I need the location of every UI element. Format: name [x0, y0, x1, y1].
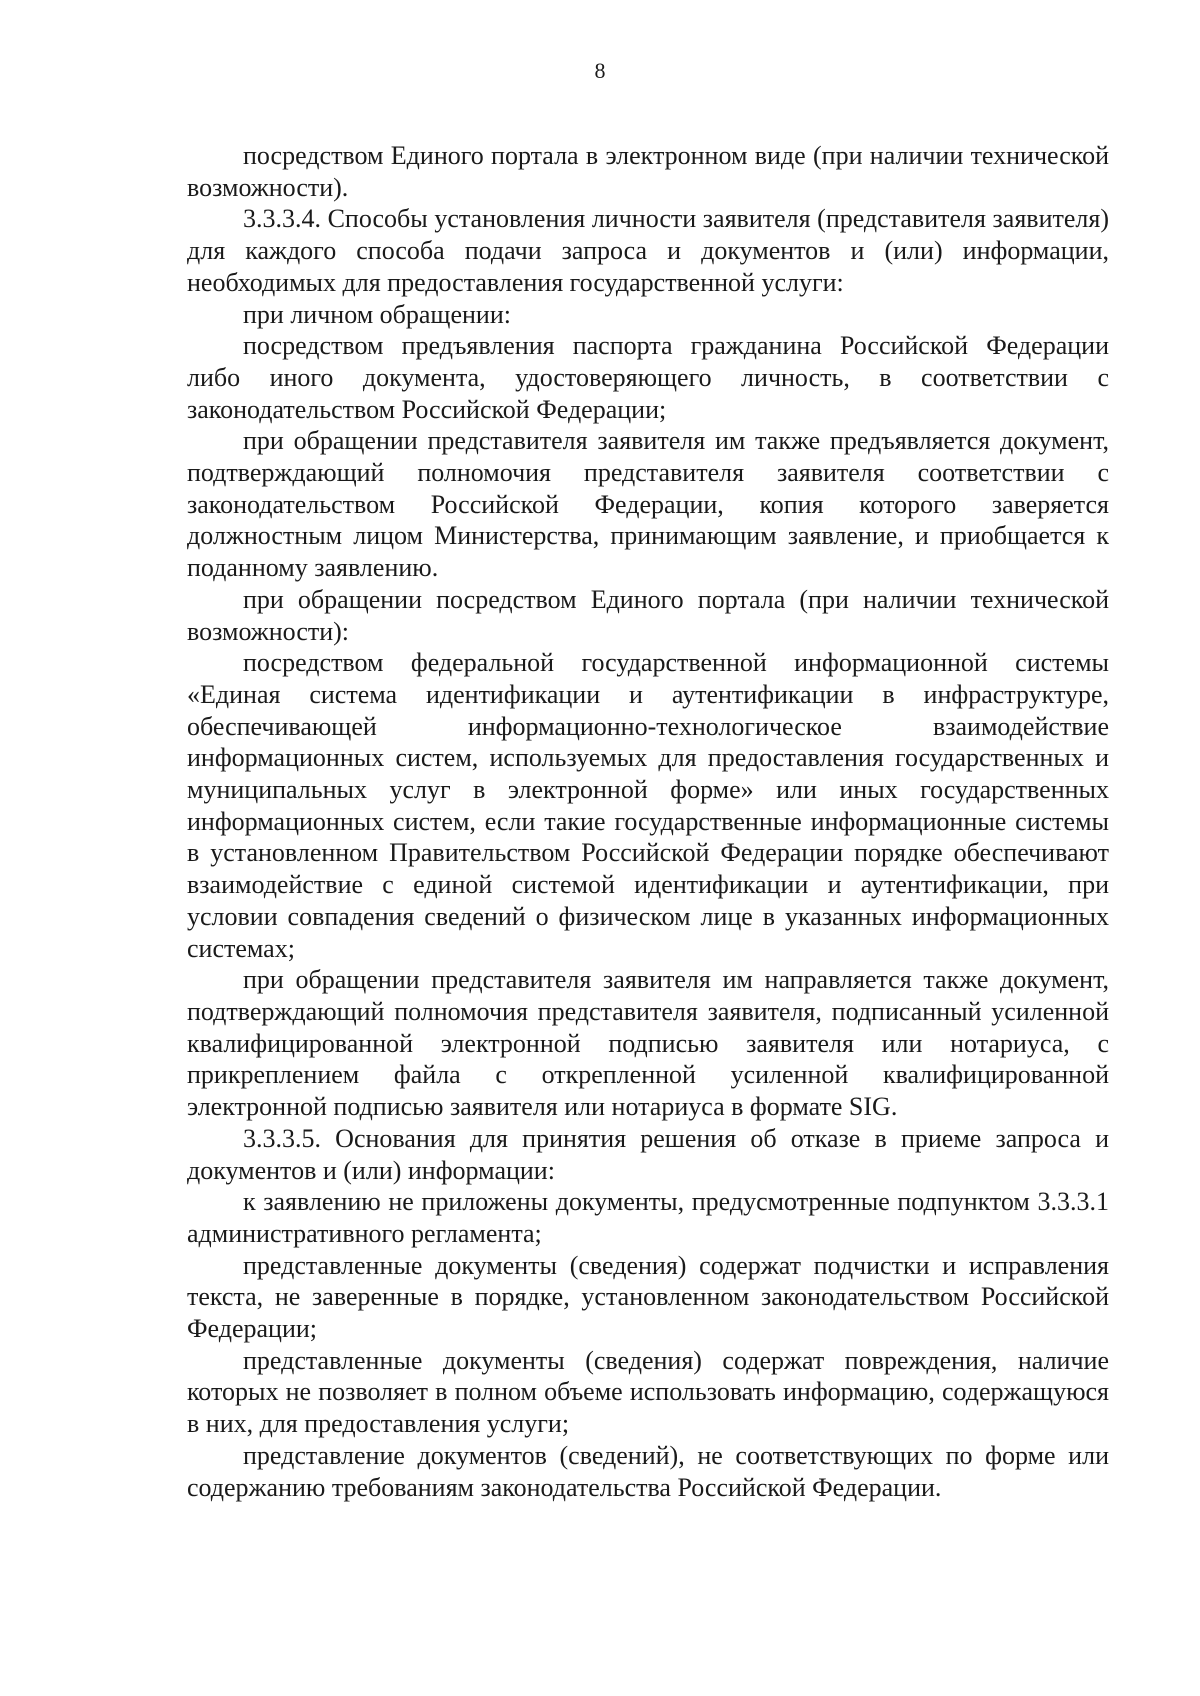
document-body — [187, 140, 1109, 1503]
paragraph: представленные документы (сведения) содержат повреждения, наличие которых не позволяет в полном объеме использовать информацию, содержащуюся в них, для предоставления услуги; — [187, 1345, 1109, 1439]
paragraph: представление документов (сведений), не соответствующих по форме или содержанию требованиям законодательства Российской Федерации. — [187, 1440, 1109, 1502]
paragraph: при обращении представителя заявителя им направляется также документ, подтверждающий полномочия представителя заявителя, подписанный усиленной квалифицированной электронной подписью заявителя или нотариуса, с прикреплением файла с открепленной усиленной квалифицированной электронной подписью заявителя или нотариуса в формате SIG. — [187, 965, 1109, 1122]
paragraph: при обращении посредством Единого портала (при наличии технической возможности): — [187, 584, 1109, 646]
paragraph: 3.3.3.5. Основания для принятия решения об отказе в приеме запроса и документов и (или) информации: — [187, 1123, 1109, 1185]
paragraph: посредством Единого портала в электронном виде (при наличии технической возможности). — [187, 141, 1109, 202]
paragraph: при обращении представителя заявителя им также предъявляется документ, подтверждающий полномочия представителя заявителя соответствии с законодательством Российской Федерации, копия которого заверяется должностным лицом Министерства, принимающим заявление, и приобщается к поданному заявлению. — [187, 426, 1109, 583]
paragraph: посредством предъявления паспорта гражданина Российской Федерации либо иного документа, удостоверяющего личность, в соответствии с законодательством Российской Федерации; — [187, 331, 1109, 424]
page-number: 8 — [594, 58, 606, 83]
paragraph: к заявлению не приложены документы, предусмотренные подпунктом 3.3.3.1 административного регламента; — [187, 1187, 1109, 1248]
paragraph: посредством федеральной государственной информационной системы «Единая система идентификации и аутентификации в инфраструктуре, обеспечивающей информационно-технологическое взаимодействие информационных систем, используемых для предоставления государственных и муниципальных услуг в электронной форме» или иных государственных информационных систем, если такие государственные информационные системы в установленном Правительством Российской Федерации порядке обеспечивают взаимодействие с единой системой идентификации и аутентификации, при условии совпадения сведений о физическом лице в указанных информационных системах; — [187, 648, 1109, 963]
paragraph: представленные документы (сведения) содержат подчистки и исправления текста, не заверенные в порядке, установленном законодательством Российской Федерации; — [187, 1250, 1109, 1344]
paragraph: 3.3.3.4. Способы установления личности заявителя (представителя заявителя) для каждого способа подачи запроса и документов и (или) информации, необходимых для предоставления государственной услуги: — [187, 204, 1109, 297]
paragraph: при личном обращении: — [243, 299, 511, 329]
